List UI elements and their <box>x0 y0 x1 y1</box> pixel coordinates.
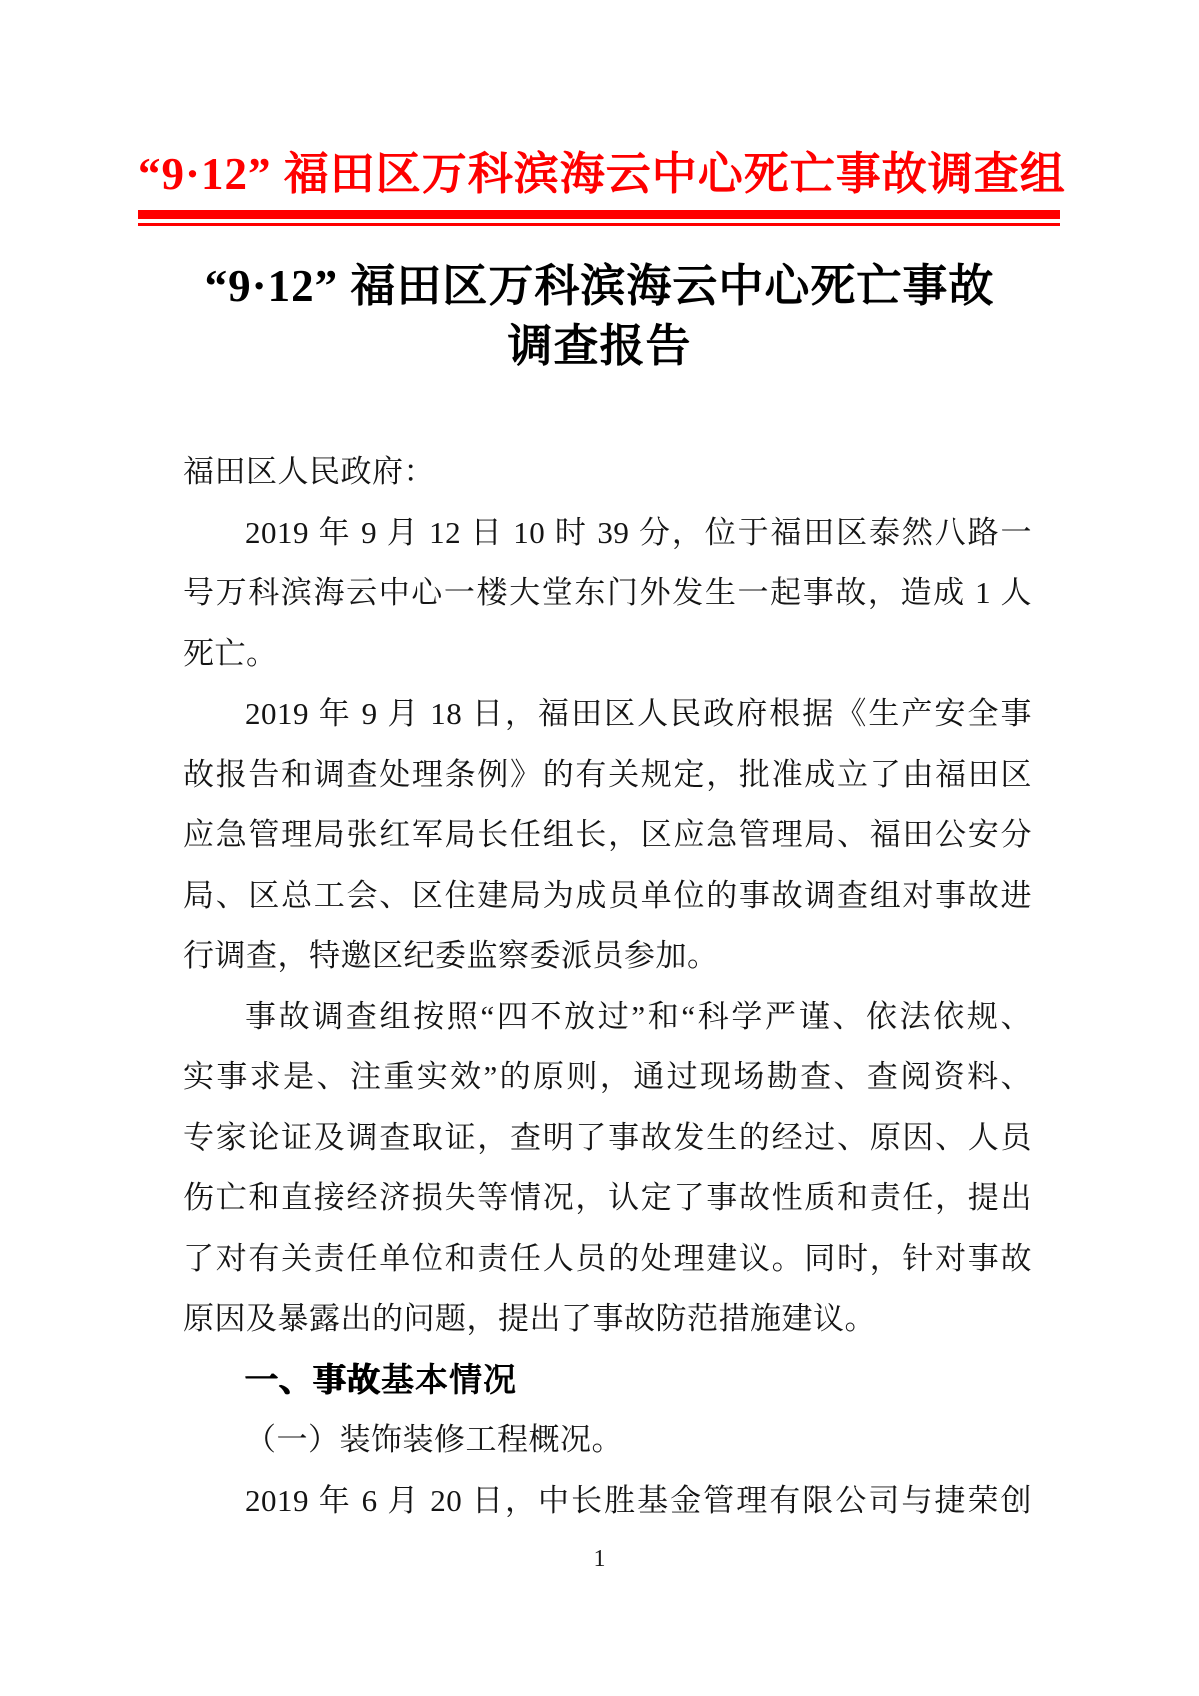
body-line: 实事求是、注重实效”的原则，通过现场勘查、查阅资料、 <box>183 1059 1032 1094</box>
body-line: 了对有关责任单位和责任人员的处理建议。同时，针对事故 <box>183 1240 1032 1276</box>
document-title-line2: 调查报告 <box>507 321 692 371</box>
section-heading-number: 一、事故 <box>245 1360 381 1398</box>
body-line: 原因及暴露出的问题，提出了事故防范措施建议。 <box>183 1301 876 1336</box>
section-heading-text: 基本情况 <box>381 1360 517 1398</box>
body-line: 死亡。 <box>183 635 278 671</box>
document-title <box>100 256 1099 376</box>
body-line: 应急管理局张红军局长任组长，区应急管理局、福田公安分 <box>183 817 1032 852</box>
page-number: 1 <box>593 1546 606 1572</box>
salutation-line: 福田区人民政府： <box>183 454 435 489</box>
body-line: 2019 年 9 月 12 日 10 时 39 分，位于福田区泰然八路一 <box>245 514 1032 550</box>
section-heading <box>183 1350 1032 1411</box>
body-line: 局、区总工会、区住建局为成员单位的事故调查组对事故进 <box>183 877 1032 913</box>
body-line: 事故调查组按照“四不放过”和“科学严谨、依法依规、 <box>245 998 1032 1034</box>
body-line: 2019 年 9 月 18 日，福田区人民政府根据《生产安全事 <box>245 696 1032 731</box>
body-line: 2019 年 6 月 20 日，中长胜基金管理有限公司与捷荣创 <box>245 1482 1032 1518</box>
letterhead-banner: “9·12” 福田区万科滨海云中心死亡事故调查组 <box>138 149 1066 199</box>
body-line: 故报告和调查处理条例》的有关规定，批准成立了由福田区 <box>183 756 1032 792</box>
body-line: 专家论证及调查取证，查明了事故发生的经过、原因、人员 <box>183 1119 1032 1155</box>
body-line: 行调查，特邀区纪委监察委派员参加。 <box>183 938 719 973</box>
document-title-line1: “9·12” 福田区万科滨海云中心死亡事故 <box>204 261 995 311</box>
document-body <box>183 442 1032 1531</box>
body-line: 伤亡和直接经济损失等情况，认定了事故性质和责任，提出 <box>183 1180 1032 1215</box>
red-divider-thick-line <box>138 210 1060 219</box>
subsection-line: （一）装饰装修工程概况。 <box>245 1422 623 1457</box>
body-line: 号万科滨海云中心一楼大堂东门外发生一起事故，造成 1 人 <box>183 575 1032 610</box>
red-divider-thin-line <box>138 223 1060 226</box>
red-divider <box>138 210 1060 226</box>
